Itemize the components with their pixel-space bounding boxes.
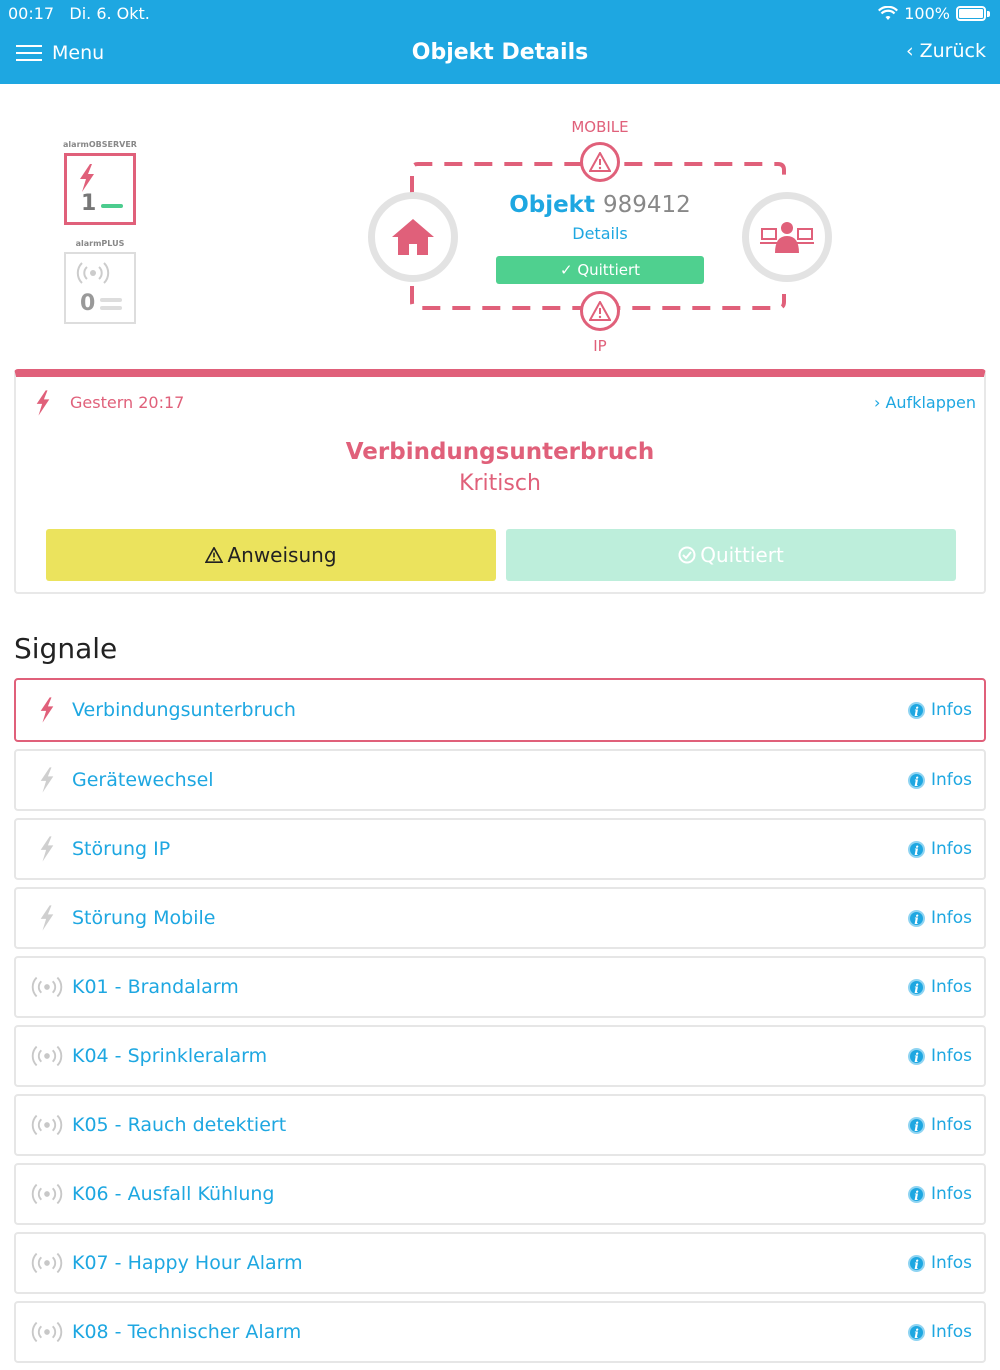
signal-row[interactable] <box>14 1163 986 1225</box>
info-icon: i <box>908 1324 925 1341</box>
status-badge: ✓ Quittiert <box>496 256 704 284</box>
device-observer[interactable] <box>64 153 136 225</box>
operator-icon <box>760 219 814 255</box>
signal-icon <box>31 1045 63 1067</box>
info-label: Infos <box>930 700 972 720</box>
warning-icon <box>589 301 611 321</box>
object-word: Objekt <box>509 192 595 218</box>
bolt-icon <box>38 905 56 931</box>
top-bar <box>0 0 1000 84</box>
ip-warning[interactable] <box>580 291 620 331</box>
info-label: Infos <box>930 770 972 790</box>
instruction-label: Anweisung <box>227 543 337 567</box>
info-label: Infos <box>930 1253 972 1273</box>
connection-diagram <box>360 110 840 360</box>
ip-label: IP <box>593 337 607 355</box>
signal-row[interactable] <box>14 887 986 949</box>
info-button[interactable] <box>908 1253 972 1273</box>
signal-icon <box>31 1321 63 1343</box>
signal-icon <box>30 972 64 1002</box>
device-caption-observer: alarmOBSERVER <box>63 140 137 149</box>
bolt-icon <box>30 695 64 725</box>
signal-label: K08 - Technischer Alarm <box>72 1321 302 1343</box>
bolt-icon <box>30 903 64 933</box>
info-label: Infos <box>930 908 972 928</box>
info-button[interactable] <box>908 977 972 997</box>
signal-row[interactable] <box>14 1301 986 1363</box>
alarm-title: Verbindungsunterbruch <box>345 439 655 465</box>
chevron-left-icon: ‹ <box>905 40 914 62</box>
menu-label: Menu <box>52 42 105 64</box>
status-date: Di. 6. Okt. <box>69 4 150 23</box>
acknowledge-button[interactable] <box>506 529 956 581</box>
device-plus-count: 0 <box>80 291 96 316</box>
mobile-warning[interactable] <box>580 142 620 182</box>
info-icon: i <box>908 841 925 858</box>
page-title: Objekt Details <box>411 40 589 65</box>
info-button[interactable] <box>908 839 972 859</box>
signal-row[interactable] <box>14 1232 986 1294</box>
signal-icon <box>30 1179 64 1209</box>
warning-icon <box>589 152 611 172</box>
details-link[interactable]: Details <box>572 224 628 243</box>
info-icon: i <box>908 702 925 719</box>
bolt-icon <box>38 697 56 723</box>
house-icon <box>390 217 436 257</box>
device-plus[interactable] <box>64 252 136 324</box>
signal-row[interactable] <box>14 749 986 811</box>
info-button[interactable] <box>908 1322 972 1342</box>
signal-icon <box>76 262 110 284</box>
info-label: Infos <box>930 839 972 859</box>
info-icon: i <box>908 979 925 996</box>
signal-label: K04 - Sprinkleralarm <box>72 1045 268 1067</box>
status-bar-ok <box>101 204 123 208</box>
back-label: Zurück <box>919 40 986 62</box>
signal-icon <box>30 1110 64 1140</box>
info-label: Infos <box>930 1322 972 1342</box>
object-title <box>490 192 710 218</box>
expand-label: Aufklappen <box>885 393 976 412</box>
signal-icon <box>30 1317 64 1347</box>
info-icon: i <box>908 1117 925 1134</box>
info-icon: i <box>908 772 925 789</box>
bolt-icon <box>30 765 64 795</box>
signal-icon <box>31 1183 63 1205</box>
battery-percentage: 100% <box>904 4 950 23</box>
mobile-label: MOBILE <box>571 118 629 136</box>
signal-icon <box>31 976 63 998</box>
signal-icon <box>31 1114 63 1136</box>
bolt-icon <box>30 834 64 864</box>
signal-icon <box>31 1252 63 1274</box>
bolt-icon <box>77 164 97 192</box>
bolt-icon <box>38 836 56 862</box>
info-button[interactable] <box>908 908 972 928</box>
info-button[interactable] <box>908 1184 972 1204</box>
control-center-node <box>742 192 832 282</box>
info-label: Infos <box>930 1115 972 1135</box>
bolt-icon <box>38 767 56 793</box>
alarm-card <box>14 369 986 594</box>
object-number: 989412 <box>603 192 691 218</box>
info-label: Infos <box>930 1184 972 1204</box>
device-panel <box>62 140 138 338</box>
bolt-icon <box>34 390 52 416</box>
signal-label: K05 - Rauch detektiert <box>72 1114 287 1136</box>
status-right <box>878 4 990 23</box>
home-node <box>368 192 458 282</box>
signal-row[interactable] <box>14 678 986 742</box>
signal-label: K06 - Ausfall Kühlung <box>72 1183 275 1205</box>
status-bar-idle <box>100 298 122 302</box>
signal-label: K07 - Happy Hour Alarm <box>72 1252 303 1274</box>
signal-row[interactable] <box>14 1025 986 1087</box>
acknowledge-label: Quittiert <box>700 543 784 567</box>
device-observer-count: 1 <box>81 191 97 216</box>
info-button[interactable] <box>908 700 972 720</box>
info-icon: i <box>908 1048 925 1065</box>
signal-list <box>14 678 986 1370</box>
alarm-time: Gestern 20:17 <box>70 393 185 412</box>
signal-label: Störung Mobile <box>72 907 216 929</box>
signal-label: K01 - Brandalarm <box>72 976 239 998</box>
back-button[interactable] <box>906 40 986 62</box>
signal-icon <box>30 1248 64 1278</box>
instruction-button[interactable] <box>46 529 496 581</box>
signal-row[interactable] <box>14 956 986 1018</box>
device-caption-plus: alarmPLUS <box>75 239 125 248</box>
info-icon: i <box>908 910 925 927</box>
status-left <box>8 4 150 23</box>
signal-row[interactable] <box>14 1094 986 1156</box>
signal-icon <box>30 1041 64 1071</box>
info-button[interactable] <box>908 770 972 790</box>
status-bar-idle <box>100 306 122 310</box>
info-label: Infos <box>930 1046 972 1066</box>
info-icon: i <box>908 1186 925 1203</box>
status-time: 00:17 <box>8 4 55 23</box>
alarm-severity: Kritisch <box>459 471 541 496</box>
signal-label: Gerätewechsel <box>72 769 214 791</box>
battery-icon <box>956 6 986 21</box>
expand-link[interactable] <box>874 393 976 412</box>
checkmark-circle-icon <box>678 546 696 564</box>
chevron-right-icon: › <box>873 393 881 412</box>
battery-tip <box>987 11 990 17</box>
signals-heading: Signale <box>14 632 118 665</box>
signal-row[interactable] <box>14 818 986 880</box>
wifi-icon <box>878 6 898 22</box>
signal-label: Verbindungsunterbruch <box>72 699 296 721</box>
info-label: Infos <box>930 977 972 997</box>
warning-icon <box>205 547 223 563</box>
info-button[interactable] <box>908 1046 972 1066</box>
signal-label: Störung IP <box>72 838 171 860</box>
info-icon: i <box>908 1255 925 1272</box>
info-button[interactable] <box>908 1115 972 1135</box>
